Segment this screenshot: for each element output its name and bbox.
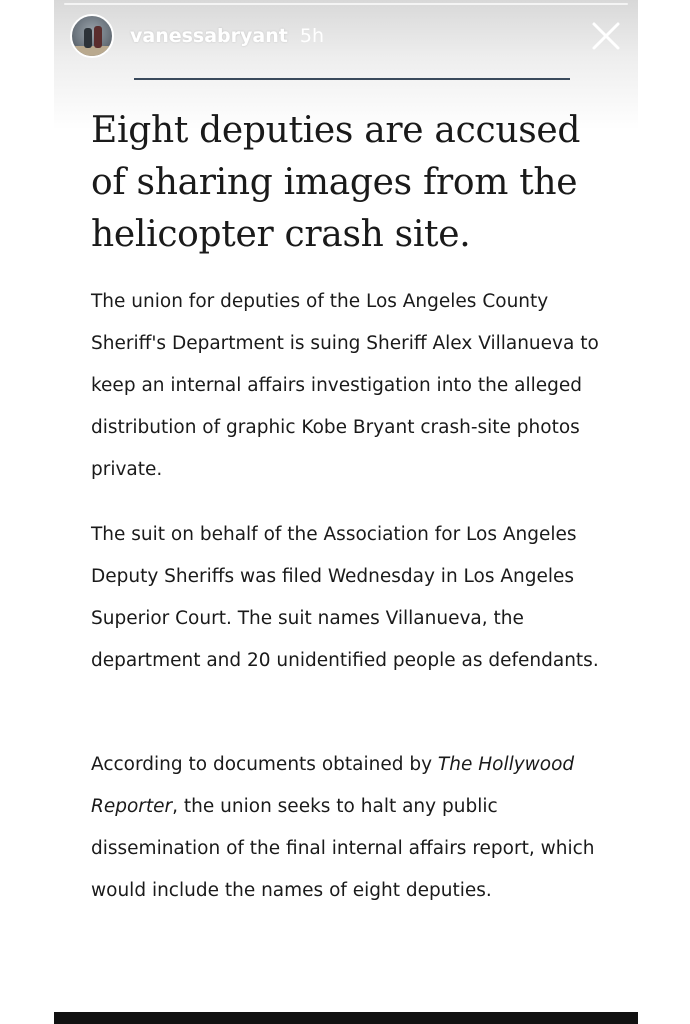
article-headline: Eight deputies are accused of sharing images from the helicopter crash site.	[91, 110, 581, 255]
post-time: 5h	[299, 25, 324, 47]
headline-divider	[134, 78, 570, 80]
article-paragraph-1: The union for deputies of the Los Angeles County Sheriff's Department is suing Sheriff Alex Villanueva to keep an internal affairs investigation into the alleged distribution of graphic Kobe Bryant crash-site photos private.	[91, 291, 599, 480]
paragraph-3-intro: According to documents obtained by	[91, 754, 438, 775]
story-bottom-edge	[54, 1012, 638, 1024]
story-card[interactable]	[54, 0, 638, 1024]
article-paragraph-3	[91, 744, 621, 912]
publication-name: The Hollywood Reporter	[91, 754, 575, 817]
close-icon[interactable]	[590, 20, 622, 52]
username[interactable]: vanessabryant	[130, 25, 288, 47]
article-paragraph-2: The suit on behalf of the Association for Los Angeles Deputy Sheriffs was filed Wednesday in Los Angeles Superior Court. The suit names Villanueva, the department and 20 unidentified people as defendants.	[91, 524, 599, 671]
avatar[interactable]	[70, 14, 114, 58]
story-progress-bar	[64, 3, 628, 5]
paragraph-3-rest: , the union seeks to halt any public dissemination of the final internal affairs report, which would include the names of eight deputies.	[91, 796, 595, 901]
story-header	[70, 12, 622, 60]
